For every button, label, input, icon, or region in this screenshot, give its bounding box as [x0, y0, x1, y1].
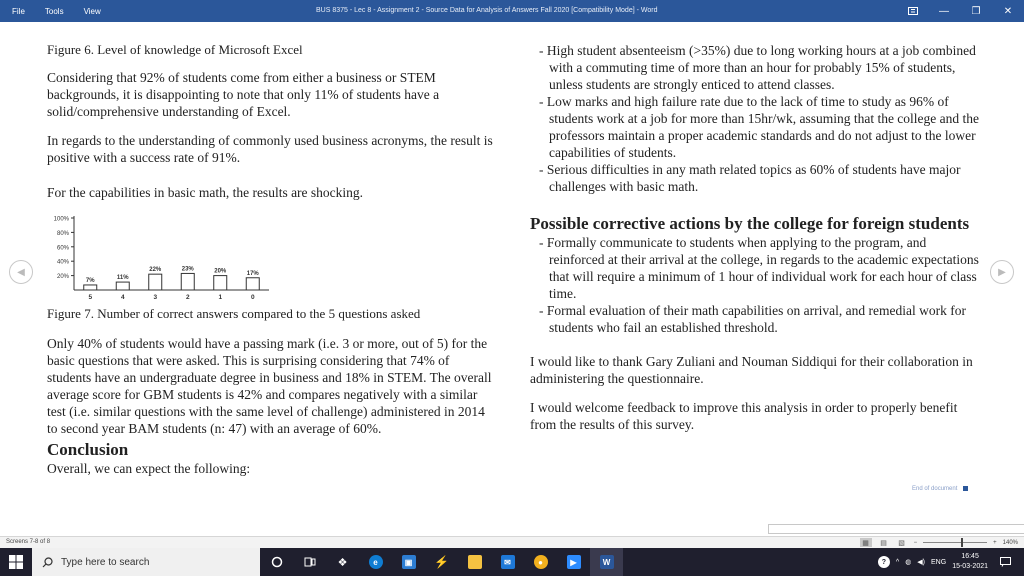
y-tick-label: 100%: [53, 216, 69, 223]
zoom-slider[interactable]: [923, 538, 987, 547]
x-tick-label: 3: [153, 294, 158, 301]
left-column: [47, 42, 497, 201]
bar-value-label: 23%: [181, 266, 194, 273]
cortana-icon[interactable]: [260, 548, 293, 576]
paragraph-excel: Considering that 92% of students come from either a business or STEM backgrounds, it is disappointing to note that only 11% of students have a solid/comprehensive understanding of Excel.: [47, 70, 440, 119]
zoom-in-button[interactable]: +: [993, 539, 997, 546]
paragraph-feedback: I would welcome feedback to improve this analysis in order to properly benefit from the results of this survey.: [530, 400, 958, 432]
previous-page-arrow-icon[interactable]: ◀: [9, 260, 33, 284]
chrome-icon[interactable]: ●: [524, 548, 557, 576]
store-icon[interactable]: ▣: [392, 548, 425, 576]
y-tick-label: 60%: [56, 245, 69, 252]
x-tick-label: 1: [218, 294, 223, 301]
network-icon[interactable]: ◍: [905, 559, 912, 566]
bar-value-label: 17%: [246, 270, 259, 277]
bullet-math: - Serious difficulties in any math related topics as 60% of students have major challenges with basic math.: [539, 162, 961, 194]
horizontal-scrollbar[interactable]: [768, 524, 1024, 534]
word-app-icon[interactable]: W: [590, 548, 623, 576]
search-placeholder: Type here to search: [61, 556, 150, 568]
y-tick-label: 20%: [56, 274, 69, 281]
bar: [246, 278, 259, 290]
taskbar-search-box[interactable]: [32, 548, 260, 576]
file-explorer-icon[interactable]: [458, 548, 491, 576]
language-indicator[interactable]: ENG: [931, 558, 947, 566]
x-tick-label: 5: [88, 294, 93, 301]
edge-icon[interactable]: e: [359, 548, 392, 576]
bar-value-label: 22%: [149, 267, 162, 274]
dropbox-icon[interactable]: [326, 548, 359, 576]
help-icon[interactable]: ?: [878, 556, 890, 568]
x-tick-label: 0: [250, 294, 255, 301]
right-column: [530, 42, 980, 433]
windows-logo-icon: [9, 555, 23, 569]
end-mark-icon: [963, 486, 968, 491]
corrective-actions-heading: Possible corrective actions by the college for foreign students: [530, 214, 970, 233]
dropbox-glyph: ❖: [337, 556, 348, 569]
figure-7-caption: Figure 7. Number of correct answers compared to the 5 questions asked: [47, 306, 421, 321]
print-layout-view-icon[interactable]: ▤: [880, 539, 887, 547]
bar: [84, 285, 97, 290]
menu-tools[interactable]: Tools: [44, 6, 64, 16]
close-button[interactable]: ✕: [1003, 5, 1013, 17]
clock-date: 15-03-2021: [952, 563, 988, 570]
task-view-icon[interactable]: [293, 548, 326, 576]
status-bar: [0, 536, 1024, 548]
zoom-out-button[interactable]: −: [913, 539, 918, 546]
end-of-document-marker: [912, 486, 968, 492]
bar: [116, 282, 129, 290]
conclusion-heading: Conclusion: [47, 440, 129, 459]
menu-view[interactable]: View: [83, 6, 101, 16]
search-icon: [42, 557, 53, 568]
clock[interactable]: [952, 552, 988, 572]
bullet-low-marks: - Low marks and high failure rate due to the lack of time to study as 96% of students work at a job for more than 15hr/wk, assuming that the college and the professors maintain a proper academic standards and do not adjust to the lower capabilities of students.: [539, 94, 980, 160]
bar: [214, 276, 227, 290]
bar-value-label: 7%: [85, 277, 95, 284]
zoom-level[interactable]: 140%: [1002, 539, 1018, 546]
screens-count: Screens 7-8 of 8: [6, 539, 51, 545]
figure-7-chart: [47, 214, 277, 309]
bullet-evaluation: - Formal evaluation of their math capabilities on arrival, and remedial work for students who fail an established threshold.: [539, 303, 966, 335]
focus-mode-icon[interactable]: [898, 0, 928, 22]
x-tick-label: 4: [120, 294, 125, 301]
web-layout-view-icon[interactable]: ▧: [898, 539, 905, 547]
bar: [181, 273, 194, 290]
paragraph-acronyms: In regards to the understanding of commonly used business acronyms, the result is positive with a success rate of 91%.: [47, 133, 493, 165]
clock-time: 16:45: [961, 553, 979, 560]
bar-value-label: 20%: [214, 268, 227, 275]
paragraph-math-intro: For the capabilities in basic math, the results are shocking.: [47, 185, 364, 200]
end-of-document-label: End of document: [912, 486, 958, 493]
zoom-app-icon[interactable]: ▶: [557, 548, 590, 576]
volume-icon[interactable]: ◀): [917, 559, 926, 566]
bar-chart-svg: [47, 214, 277, 309]
minimize-button[interactable]: —: [939, 5, 949, 17]
document-page: [0, 22, 1024, 520]
y-tick-label: 80%: [56, 230, 69, 237]
menu-file[interactable]: File: [12, 6, 25, 16]
zoom-slider-thumb[interactable]: [961, 538, 963, 547]
figure-6-caption: Figure 6. Level of knowledge of Microsoft Excel: [47, 42, 303, 57]
y-tick-label: 40%: [56, 259, 69, 266]
paragraph-passing-mark: Only 40% of students would have a passing mark (i.e. 3 or more, out of 5) for the basic questions that were asked. This is surprising considering that 74% of students have an undergraduate degree in business and 18% in STEM. The overall average score for GBM students is 42% and compares negatively with a similar test (i.e. similar questions with the same level of challenge) administered in 2014 to second year BAM students (n: 47) with an average of 60%.: [47, 336, 492, 436]
x-tick-label: 2: [185, 294, 190, 301]
read-mode-view-icon[interactable]: ▦: [860, 538, 872, 547]
windows-taskbar: [0, 548, 1024, 576]
notifications-icon[interactable]: [994, 548, 1016, 576]
tray-expand-icon[interactable]: ^: [895, 558, 900, 566]
bullet-communicate: - Formally communicate to students when applying to the program, and reinforced at their arrival at the college, in regards to the academic expectations that will require a minimum of 1 hour of individual work for each hour of class time.: [539, 235, 979, 301]
next-page-arrow-icon[interactable]: ▶: [990, 260, 1014, 284]
bar: [149, 274, 162, 290]
paragraph-thanks: I would like to thank Gary Zuliani and Nouman Siddiqui for their collaboration in administering the questionnaire.: [530, 354, 973, 386]
restore-button[interactable]: ❐: [971, 5, 981, 17]
start-button[interactable]: [0, 548, 32, 576]
mail-icon[interactable]: ✉: [491, 548, 524, 576]
bar-value-label: 11%: [116, 275, 129, 282]
bullet-absenteeism: - High student absenteeism (>35%) due to long working hours at a job combined with a commuting time of more than an hour for probably 15% of students, unless students are strongly enticed to attend classes.: [539, 43, 976, 92]
title-bar: [0, 0, 1024, 22]
paragraph-overall: Overall, we can expect the following:: [47, 461, 251, 476]
document-title: BUS 8375 - Lec 8 - Assignment 2 - Source Data for Analysis of Answers Fall 2020 [Compatibility Mode] - Word: [316, 7, 658, 14]
power-automate-icon[interactable]: ⚡: [434, 555, 449, 569]
system-tray: [878, 548, 1024, 576]
